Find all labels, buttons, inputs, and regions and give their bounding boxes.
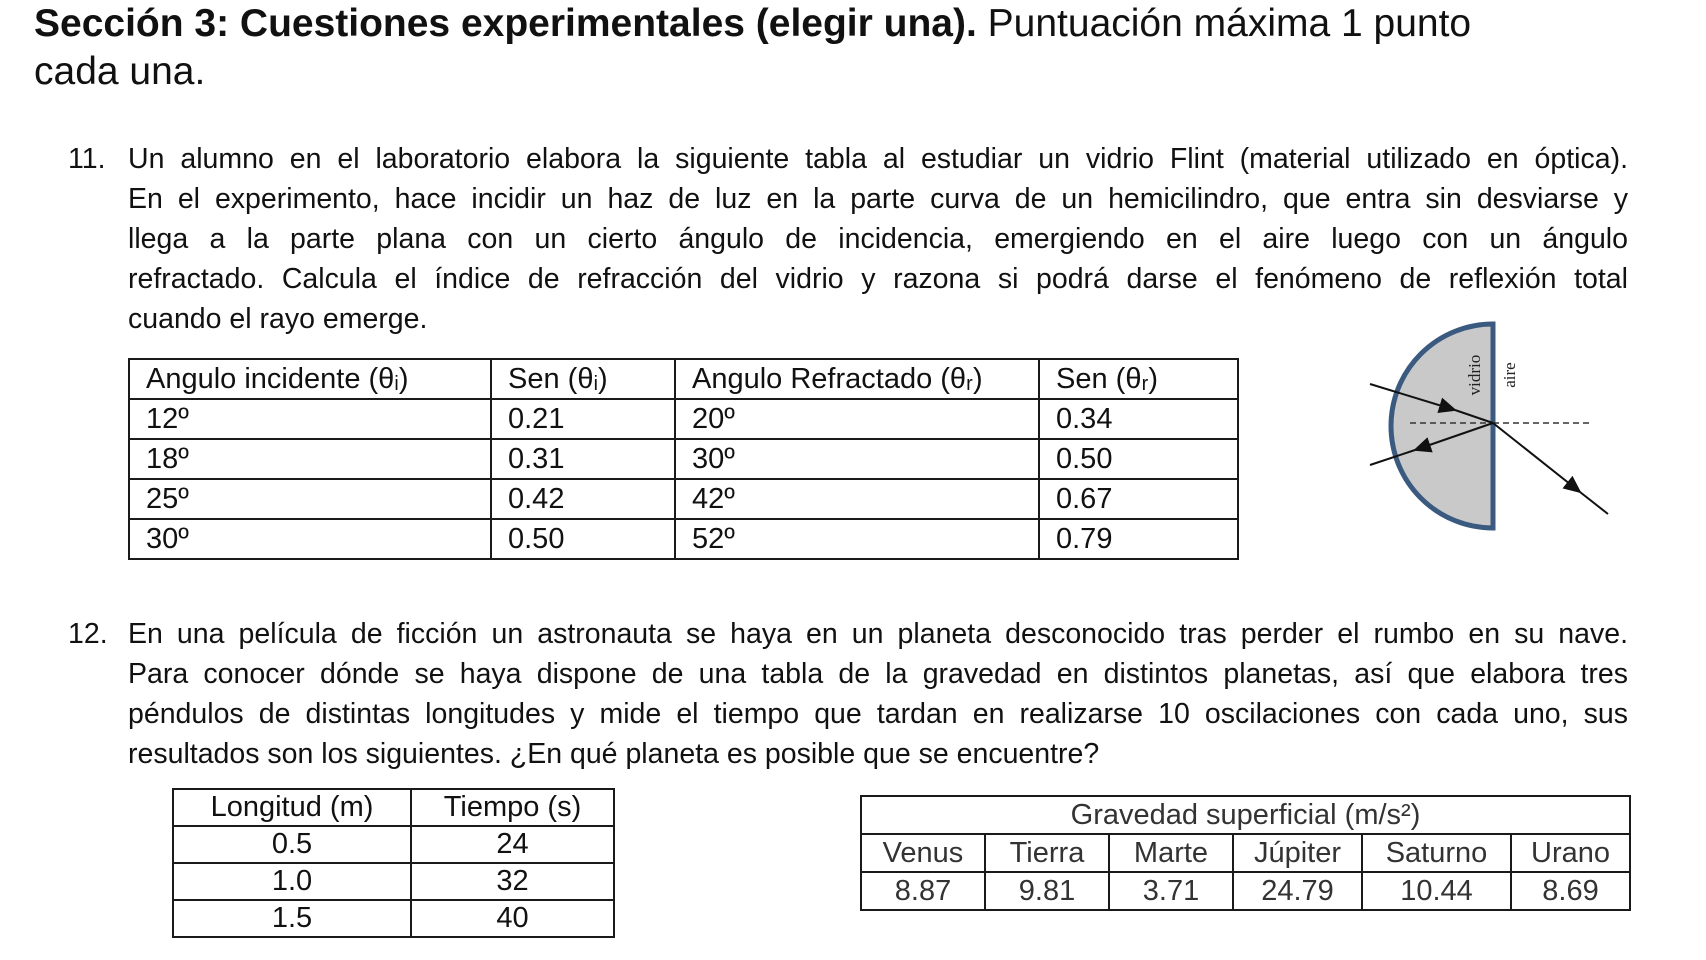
table-cell: 1.5 [173,900,411,937]
question-line: llega a la parte plana con un cierto ángulo de incidencia, emergiendo en el aire luego con un ángulo [128,223,1628,255]
pendulum-table [172,788,615,938]
table-cell: 0.50 [491,519,675,559]
question-line: Para conocer dónde se haya dispone de una tabla de la gravedad en distintos planetas, así que elabora tres [128,658,1628,690]
semicylinder-diagram [1350,310,1680,540]
question-line: péndulos de distintas longitudes y mide el tiempo que tardan en realizarse 10 oscilaciones con cada uno, sus [128,698,1628,730]
table-row [861,872,1630,910]
refracted-ray [1493,423,1580,492]
table-cell: 12º [129,399,491,439]
table-row [129,439,1238,479]
question-text [128,139,1628,339]
gravity-table [860,795,1631,911]
question-line: resultados son los siguientes. ¿En qué planeta es posible que se encuentre? [128,738,1100,770]
table-cell: 20º [675,399,1039,439]
refracted-ray-end [1580,492,1608,514]
question-line: Un alumno en el laboratorio elabora la siguiente tabla al estudiar un vidrio Flint (material utilizado en óptica). [128,143,1628,175]
gravity-value-cell: 3.71 [1109,872,1233,910]
question-number: 12. [68,618,108,650]
question-line: cuando el rayo emerge. [128,303,428,335]
question-line: refractado. Calcula el índice de refracción del vidrio y razona si podrá darse el fenómeno de reflexión total [128,263,1628,295]
header-cell: Tiempo (s) [411,789,614,826]
table-cell: 0.79 [1039,519,1238,559]
section-heading [34,0,1654,96]
table-cell: 52º [675,519,1039,559]
question-line: En una película de ficción un astronauta se haya en un planeta desconocido tras perder el rumbo en su nave. [128,618,1628,650]
planet-cell: Saturno [1362,834,1511,872]
table-row [129,519,1238,559]
header-cell: Longitud (m) [173,789,411,826]
semicylinder-shape [1391,324,1493,528]
table-cell: 30º [129,519,491,559]
table-cell: 40 [411,900,614,937]
air-label: aire [1500,362,1519,388]
glass-label: vidrio [1465,354,1484,396]
table-title-row [861,796,1630,834]
table-cell: 24 [411,826,614,863]
question-text [128,614,1628,774]
gravity-table-title: Gravedad superficial (m/s²) [861,796,1630,834]
table-cell: 30º [675,439,1039,479]
table-cell: 25º [129,479,491,519]
gravity-value-cell: 10.44 [1362,872,1511,910]
planet-cell: Tierra [985,834,1109,872]
table-cell: 0.50 [1039,439,1238,479]
planet-cell: Venus [861,834,985,872]
gravity-value-cell: 8.69 [1511,872,1630,910]
gravity-value-cell: 9.81 [985,872,1109,910]
header-cell: Sen (θᵣ) [1039,359,1238,399]
table-cell: 0.67 [1039,479,1238,519]
table-row [129,479,1238,519]
table-cell: 18º [129,439,491,479]
table-header-row [129,359,1238,399]
planet-cell: Marte [1109,834,1233,872]
header-cell: Angulo incidente (θᵢ) [129,359,491,399]
table-row [173,826,614,863]
table-row [173,900,614,937]
section-title-rest: Puntuación máxima 1 punto [976,2,1472,45]
table-cell: 42º [675,479,1039,519]
table-cell: 1.0 [173,863,411,900]
planet-cell: Júpiter [1233,834,1362,872]
planet-cell: Urano [1511,834,1630,872]
table-row [173,863,614,900]
question-number: 11. [68,143,106,175]
gravity-value-cell: 24.79 [1233,872,1362,910]
question-line: En el experimento, hace incidir un haz de luz en la parte curva de un hemicilindro, que entra sin desviarse y [128,183,1628,215]
table-cell: 0.31 [491,439,675,479]
table-cell: 0.34 [1039,399,1238,439]
header-cell: Angulo Refractado (θᵣ) [675,359,1039,399]
flint-glass-table [128,358,1239,560]
table-cell: 32 [411,863,614,900]
gravity-value-cell: 8.87 [861,872,985,910]
section-title-line2: cada una. [34,50,206,93]
table-header-row [173,789,614,826]
section-title-bold: Sección 3: Cuestiones experimentales (elegir una). [34,2,977,45]
header-cell: Sen (θᵢ) [491,359,675,399]
table-cell: 0.21 [491,399,675,439]
table-cell: 0.42 [491,479,675,519]
table-cell: 0.5 [173,826,411,863]
table-row [129,399,1238,439]
table-header-row [861,834,1630,872]
